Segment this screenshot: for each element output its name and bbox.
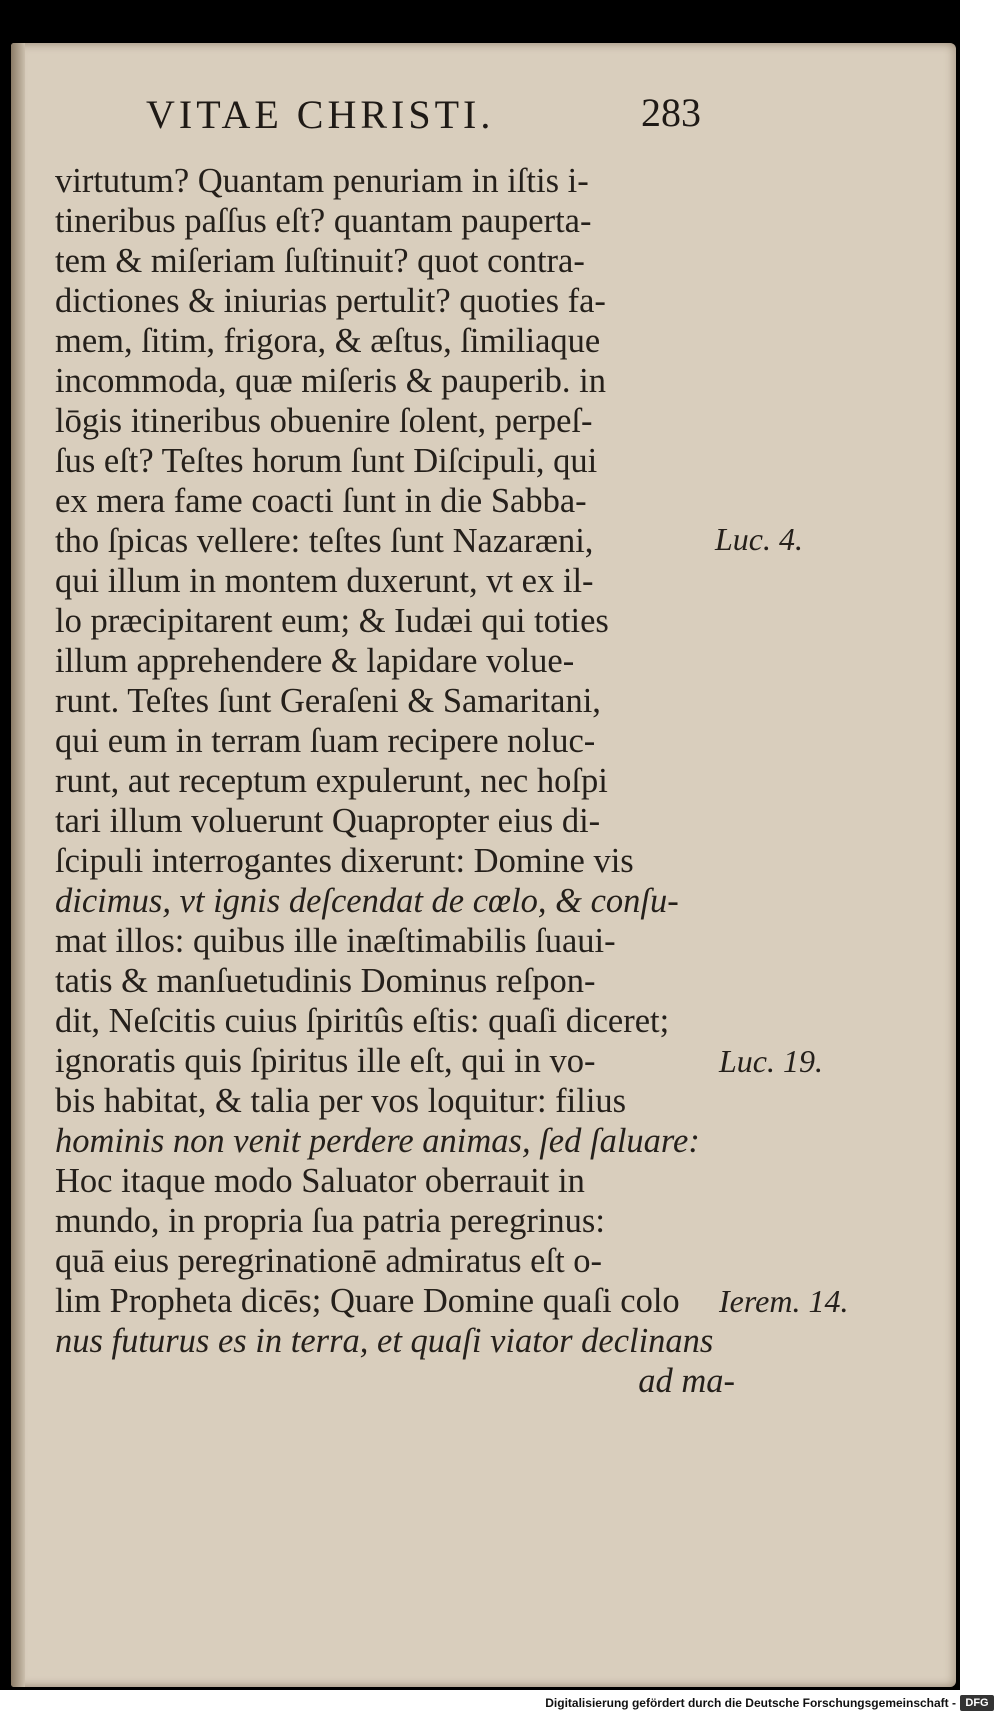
page-gutter [11, 43, 25, 1687]
text-line-italic: dicimus, vt ignis deſcendat de cœlo, & conſu- [55, 882, 679, 920]
text-line: tari illum voluerunt Quapropter eius di- [55, 802, 601, 840]
text-line: ſus eſt? Teſtes horum ſunt Diſcipuli, qui [55, 442, 598, 480]
book-page [11, 43, 956, 1687]
text-line: bis habitat, & talia per vos loquitur: filius [55, 1082, 627, 1120]
marginal-note-luc4: Luc. 4. [715, 521, 803, 557]
text-line: runt, aut receptum expulerunt, nec hoſpi [55, 762, 608, 800]
text-line-italic: hominis non venit perdere animas, ſed ſaluare: [55, 1122, 700, 1160]
catchword: ad ma- [638, 1362, 735, 1400]
text-line: incommoda, quæ miſeris & pauperib. in [55, 362, 606, 400]
text-line: virtutum? Quantam penuriam in iſtis i- [55, 162, 589, 200]
text-line: lōgis itineribus obuenire ſolent, perpeſ- [55, 402, 593, 440]
text-line: dit, Neſcitis cuius ſpiritûs eſtis: quaſi diceret; [55, 1002, 670, 1040]
text-line: illum apprehendere & lapidare volue- [55, 642, 575, 680]
text-line: lo præcipitarent eum; & Iudæi qui toties [55, 602, 609, 640]
text-line: Hoc itaque modo Saluator oberrauit in [55, 1162, 585, 1200]
text-line: mem, ſitim, frigora, & æſtus, ſimiliaque [55, 322, 601, 360]
text-line: dictiones & iniurias pertulit? quoties fa- [55, 282, 606, 320]
text-line: lim Propheta dicēs; Quare Domine quaſi colo [55, 1282, 680, 1320]
text-line: tem & miſeriam ſuſtinuit? quot contra- [55, 242, 585, 280]
marginal-note-luc19: Luc. 19. [719, 1043, 823, 1079]
right-margin-strip [960, 0, 1000, 1718]
text-line: ex mera fame coacti ſunt in die Sabba- [55, 482, 587, 520]
digitization-credit: Digitalisierung gefördert durch die Deutsche Forschungsgemeinschaft - [545, 1696, 956, 1710]
text-line: qui illum in montem duxerunt, vt ex il- [55, 562, 594, 600]
text-line: mat illos: quibus ille inæſtimabilis ſuaui- [55, 922, 616, 960]
text-line: quā eius peregrinationē admiratus eſt o- [55, 1242, 603, 1280]
text-line: ſcipuli interrogantes dixerunt: Domine vis [55, 842, 634, 880]
dfg-logo: DFG [960, 1695, 994, 1711]
text-line: tineribus paſſus eſt? quantam pauperta- [55, 202, 592, 240]
text-line: ignoratis quis ſpiritus ille eſt, qui in vo- [55, 1042, 596, 1080]
text-line: runt. Teſtes ſunt Geraſeni & Samaritani, [55, 682, 601, 720]
text-line: tatis & manſuetudinis Dominus reſpon- [55, 962, 596, 1000]
body-text [55, 161, 735, 1401]
text-line: qui eum in terram ſuam recipere noluc- [55, 722, 596, 760]
text-line-italic: nus futurus es in terra, et quaſi viator declinans [55, 1322, 714, 1360]
text-line: mundo, in propria ſua patria peregrinus: [55, 1202, 605, 1240]
page-number: 283 [641, 90, 701, 135]
running-title: VITAE CHRISTI. [146, 92, 495, 137]
marginal-note-ierem14: Ierem. 14. [719, 1283, 849, 1319]
text-line: tho ſpicas vellere: teſtes ſunt Nazaræni, [55, 522, 594, 560]
page-header [11, 91, 956, 151]
